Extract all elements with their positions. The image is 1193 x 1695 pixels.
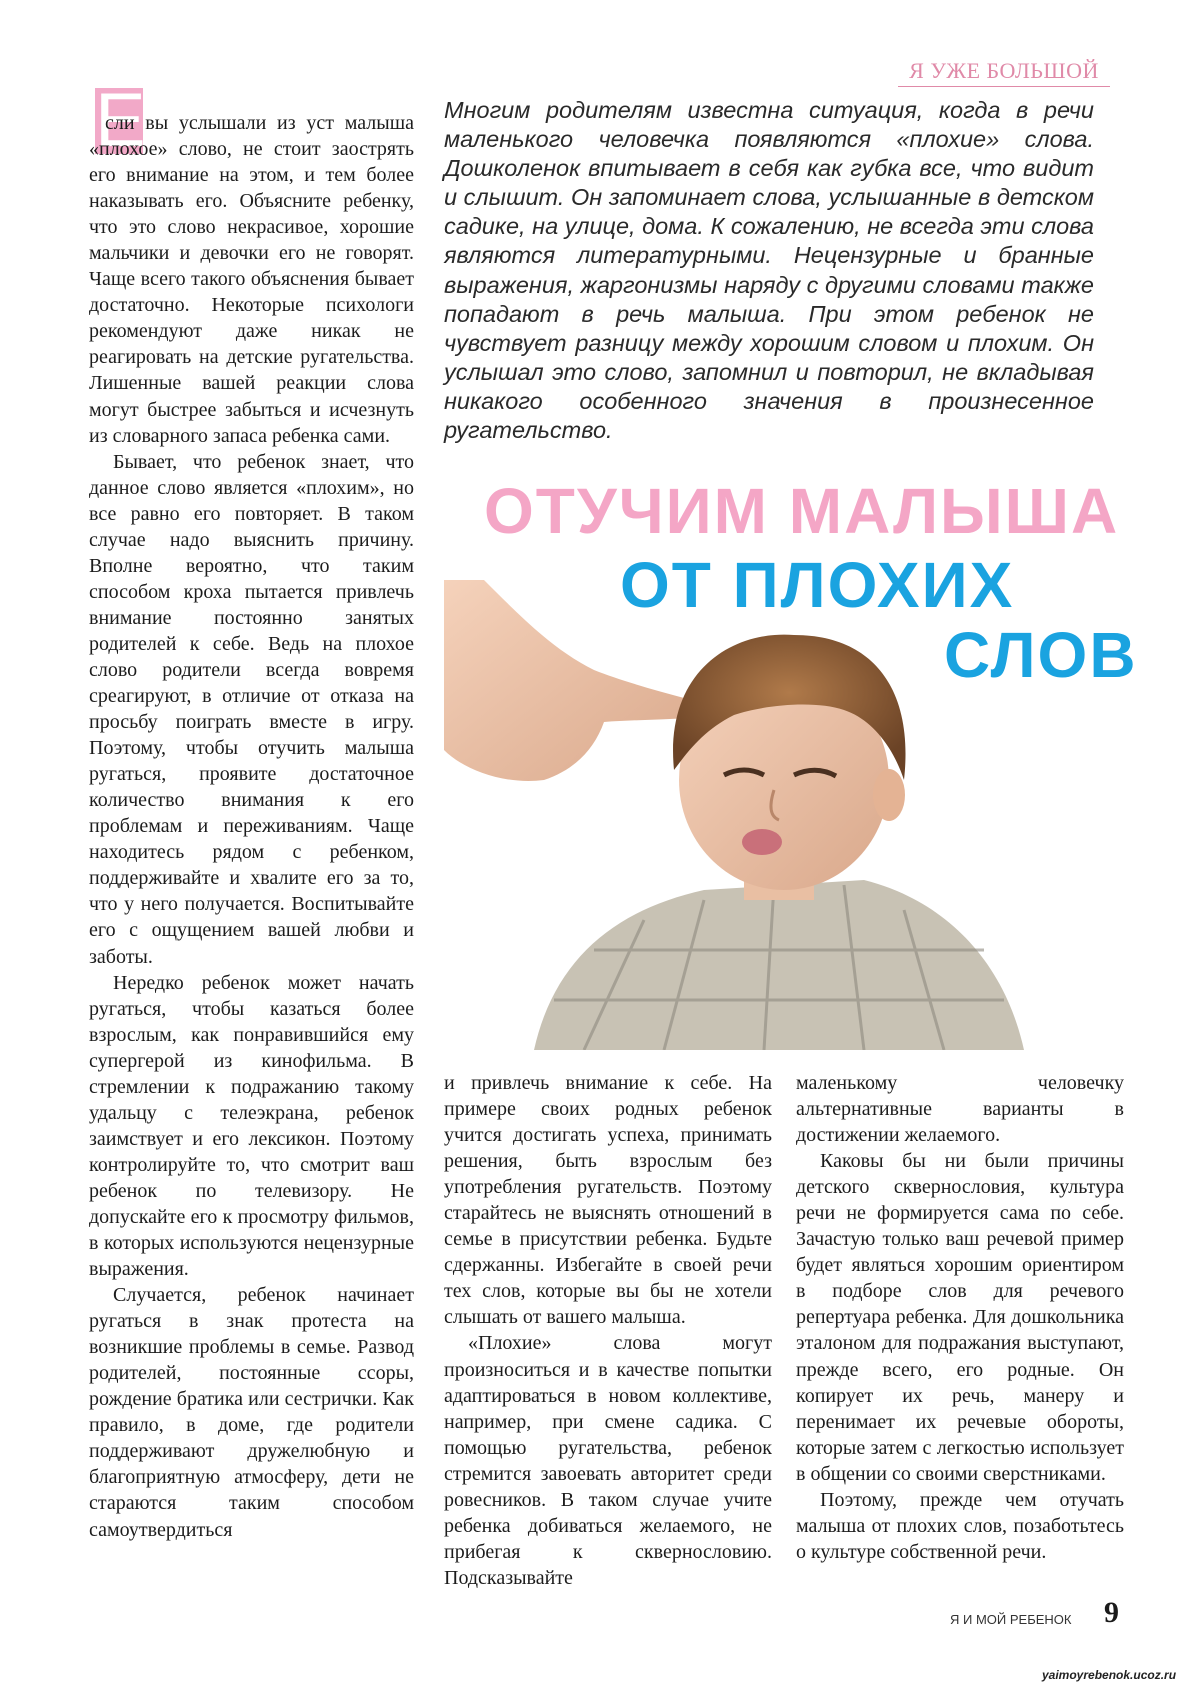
paragraph: «Плохие» слова могут произноситься и в качестве попытки адаптироваться в новом коллективе, например, при смене садика. С помощью ругательства, ребенок стремится завоевать авторитет среди ровесников. В таком случае учите ребенка добиваться желаемого, не прибегая к сквернословию. Подсказывайте [444,1332,772,1589]
magazine-name: Я И МОЙ РЕБЕНОК [950,1612,1072,1627]
column-1 [89,110,414,1543]
paragraph [89,110,414,449]
paragraph: Поэтому, прежде чем отучать малыша от плохих слов, позаботьтесь о культуре собственной речи. [796,1488,1124,1563]
site-url: yaimoyrebenok.ucoz.ru [1042,1668,1177,1682]
title-line-2: ОТ ПЛОХИХ [620,549,1015,621]
paragraph: маленькому человечку альтернативные варианты в достижении желаемого. [796,1072,1124,1147]
paragraph: Каковы бы ни были причины детского сквернословия, культура речи не формируется сама по себе. Зачастую только ваш речевой пример будет являться хорошим ориентиром в подборе слов для речевого репертуара ребенка. Для дошкольника эталоном для подражания выступают, прежде всего, его родные. Он копирует их речь, манеру и перенимает их речевые обороты, которые затем с легкостью использует в общении со своими сверстниками. [796,1150,1124,1485]
title-line-3: СЛОВ [944,619,1138,691]
title-line-1: ОТУЧИМ МАЛЫША [484,475,1120,547]
paragraph: и привлечь внимание к себе. На примере своих родных ребенок учится достигать успеха, принимать решения, быть взрослым без употребления ругательств. Поэтому старайтесь не выяснять отношений в семье в присутствии ребенка. Будьте сдержанны. Избегайте в своей речи тех слов, которые вы бы не хотели слышать от вашего малыша. [444,1072,772,1329]
shirt-shape [534,880,1024,1050]
lead-paragraph: Многим родителям известна ситуация, когда в речи маленького человечка появляются «плохие» слова. Дошколенок впитывает в себя как губка все, что видит и слышит. Он запоминает слова, услышанные в детском садике, на улице, дома. К сожалению, не всегда эти слова являются литературными. Нецензурные и бранные выражения, жаргонизмы наряду с другими словами также попадают в речь малыша. При этом ребенок не чувствует разницу между хорошим словом и плохим. Он услышал это слово, запомнил и повторил, не вкладывая никакого особенного значения в произнесенное ругательство. [444,97,1094,444]
paragraph: Случается, ребенок начинает ругаться в знак протеста на возникшие проблемы в семье. Развод родителей, постоянные ссоры, рождение братика или сестрички. Как правило, в доме, где родители поддерживают дружелюбную и благоприятную атмосферу, дети не стараются таким способом самоутвердиться [89,1284,414,1541]
page-number: 9 [1104,1596,1119,1629]
column-2 [444,1070,772,1591]
drop-cap: Е [95,78,146,163]
paragraph: Нередко ребенок может начать ругаться, чтобы казаться более взрослым, как понравившийся ему супергерой из кинофильма. В стремлении к подражанию такому удальцу с телеэкрана, ребенок заимствует и его лексикон. Поэтому контролируйте то, что смотрит ваш ребенок по телевизору. Не допускайте его к просмотру фильмов, в которых используются нецензурные выражения. [89,971,414,1281]
paragraph-text: сли вы услышали из уст малыша «плохое» слово, не стоит заострять его внимание на этом, и тем более наказывать его. Объясните ребенку, что это слово некрасивое, хорошие мальчики и девочки его не говорят. Чаще всего такого объяснения бывает достаточно. Некоторые психологи рекомендуют даже никак не реагировать на детские ругательства. Лишенные вашей реакции слова могут быстрее забыться и исчезнуть из словарного запаса ребенка сами. [89,112,414,447]
column-3 [796,1070,1124,1565]
paragraph: Бывает, что ребенок знает, что данное слово является «плохим», но все равно его повторяет. В таком случае надо выяснить причину. Вполне вероятно, что таким способом кроха пытается привлечь внимание постоянно занятых родителей к себе. Ведь на плохое слово родители всегда вовремя среагируют, в отличие от отказа на просьбу поиграть вместе в игру. Поэтому, чтобы отучить малыша ругаться, проявите достаточное количество внимания к его проблемам и переживаниям. Чаще находитесь рядом с ребенком, поддерживайте и хвалите его за то, что у него получается. Воспитывайте его с ощущением вашей любви и заботы. [89,450,414,968]
section-tag: Я УЖЕ БОЛЬШОЙ [898,58,1110,87]
